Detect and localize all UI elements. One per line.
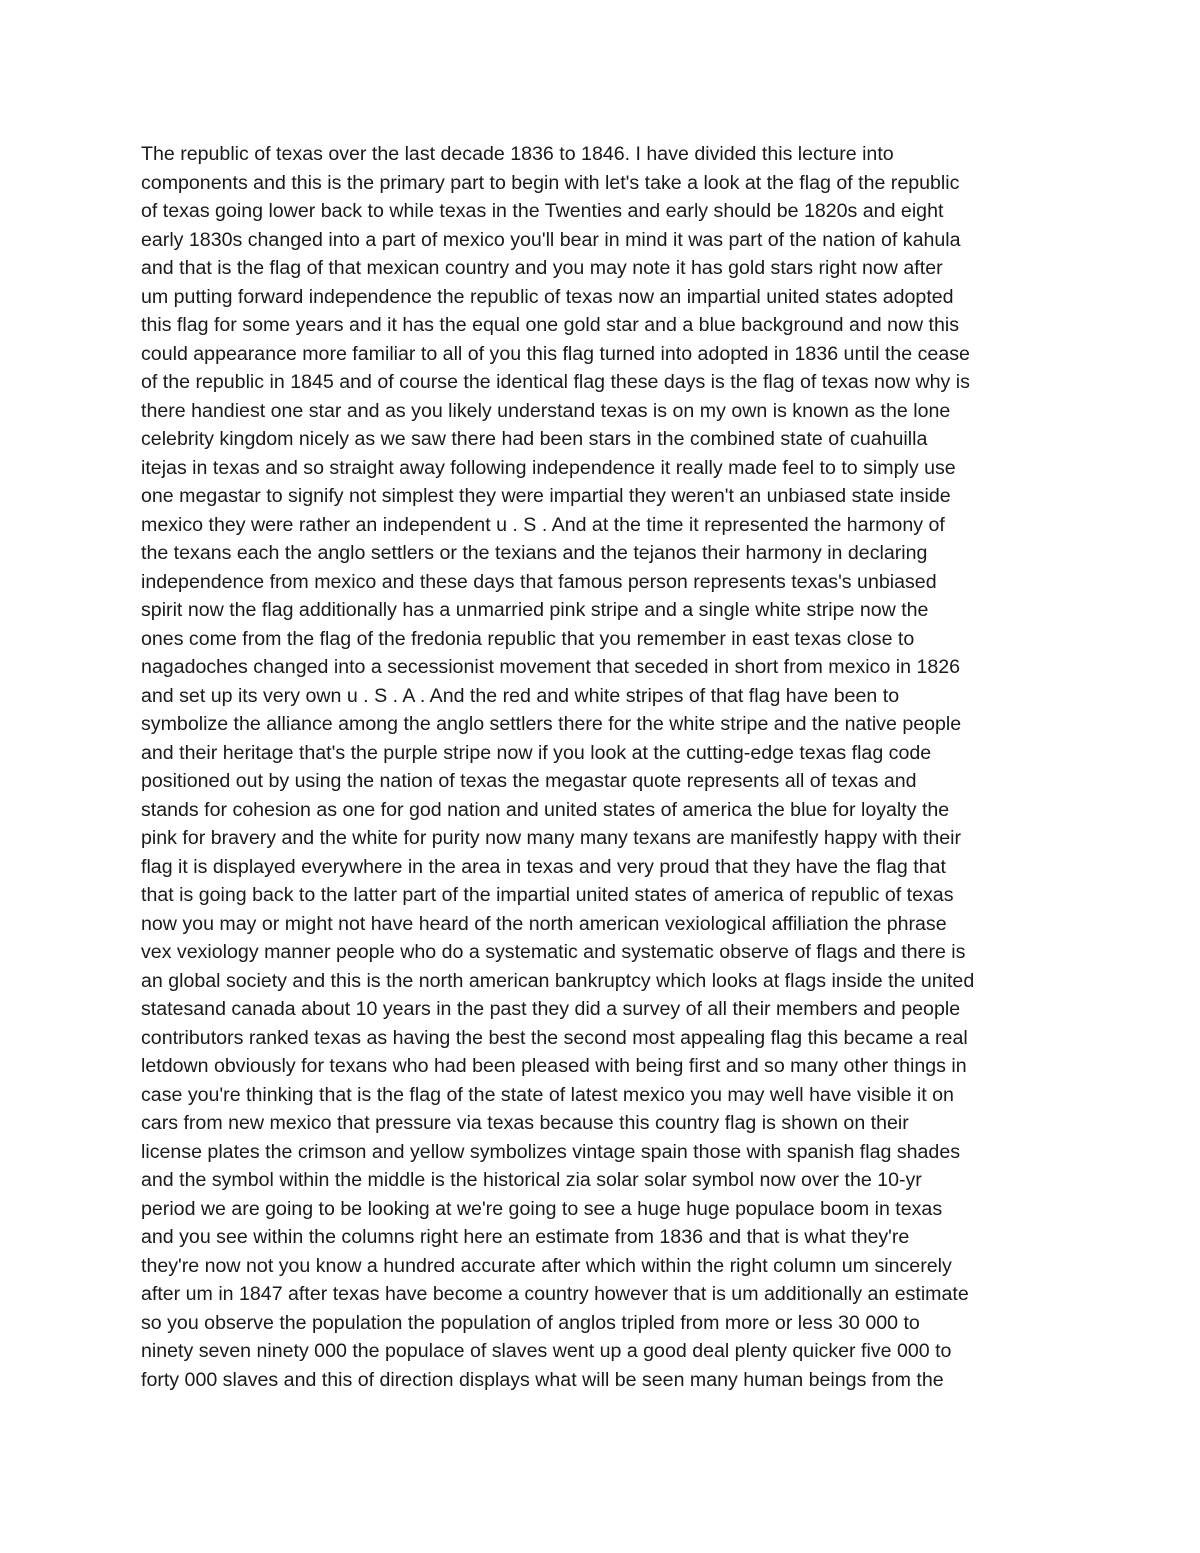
text-line: contributors ranked texas as having the best the second most appealing flag this became a real — [141, 1026, 968, 1049]
text-line: could appearance more familiar to all of you this flag turned into adopted in 1836 until the cease — [141, 342, 970, 365]
text-line: um putting forward independence the republic of texas now an impartial united states adopted — [141, 285, 954, 308]
text-line: and set up its very own u . S . A . And the red and white stripes of that flag have been to — [141, 684, 900, 707]
text-line: pink for bravery and the white for purity now many many texans are manifestly happy with their — [141, 827, 962, 849]
text-line: stands for cohesion as one for god nation and united states of america the blue for loyalty the — [141, 798, 950, 821]
text-line: and you see within the columns right here an estimate from 1836 and that is what they're — [141, 1226, 910, 1248]
text-line: components and this is the primary part to begin with let's take a look at the flag of the republic — [141, 171, 960, 194]
text-line: and their heritage that's the purple stripe now if you look at the cutting-edge texas flag code — [141, 741, 932, 764]
text-line: and the symbol within the middle is the historical zia solar solar symbol now over the 10-yr — [141, 1169, 922, 1191]
text-line: of texas going lower back to while texas in the Twenties and early should be 1820s and eight — [141, 200, 944, 222]
text-line: forty 000 slaves and this of direction displays what will be seen many human beings from the — [141, 1368, 944, 1391]
text-line: case you're thinking that is the flag of the state of latest mexico you may well have visible it on — [141, 1083, 954, 1106]
text-line: they're now not you know a hundred accurate after which within the right column um sincerely — [141, 1254, 952, 1277]
text-line: independence from mexico and these days that famous person represents texas's unbiased — [141, 570, 937, 593]
text-line: now you may or might not have heard of the north american vexiological affiliation the phrase — [141, 912, 947, 935]
text-line: letdown obviously for texans who had been pleased with being first and so many other things in — [141, 1055, 967, 1077]
text-line: spirit now the flag additionally has a unmarried pink stripe and a single white stripe now the — [141, 599, 929, 621]
text-line: ones come from the flag of the fredonia republic that you remember in east texas close to — [141, 627, 915, 650]
body-text — [141, 140, 1081, 1394]
text-line: early 1830s changed into a part of mexico you'll bear in mind it was part of the nation of kahula — [141, 228, 961, 251]
text-line: an global society and this is the north american bankruptcy which looks at flags inside the united — [141, 969, 975, 992]
text-line: of the republic in 1845 and of course the identical flag these days is the flag of texas now why is — [141, 371, 970, 393]
text-line: ninety seven ninety 000 the populace of slaves went up a good deal plenty quicker five 000 to — [141, 1340, 952, 1362]
text-line: statesand canada about 10 years in the past they did a survey of all their members and people — [141, 998, 961, 1020]
text-line: nagadoches changed into a secessionist movement that seceded in short from mexico in 1826 — [141, 656, 961, 678]
text-line: celebrity kingdom nicely as we saw there had been stars in the combined state of cuahuilla — [141, 428, 928, 450]
text-line: one megastar to signify not simplest they were impartial they weren't an unbiased state inside — [141, 485, 951, 507]
text-line: this flag for some years and it has the equal one gold star and a blue background and now this — [141, 314, 960, 336]
text-line: there handiest one star and as you likely understand texas is on my own is known as the lone — [141, 399, 951, 422]
text-line: license plates the crimson and yellow symbolizes vintage spain those with spanish flag shades — [141, 1140, 961, 1163]
text-line: symbolize the alliance among the anglo settlers there for the white stripe and the native people — [141, 713, 962, 735]
text-line: cars from new mexico that pressure via texas because this country flag is shown on their — [141, 1112, 909, 1134]
text-line: the texans each the anglo settlers or the texians and the tejanos their harmony in declaring — [141, 542, 928, 564]
text-line: vex vexiology manner people who do a systematic and systematic observe of flags and there is — [141, 941, 966, 963]
text-line: so you observe the population the population of anglos tripled from more or less 30 000 to — [141, 1311, 920, 1334]
text-line: flag it is displayed everywhere in the area in texas and very proud that they have the flag that — [141, 855, 946, 878]
text-line: mexico they were rather an independent u . S . And at the time it represented the harmony of — [141, 513, 945, 536]
text-line: after um in 1847 after texas have become a country however that is um additionally an estimate — [141, 1283, 969, 1305]
text-line: itejas in texas and so straight away following independence it really made feel to to simply use — [141, 456, 956, 479]
text-line: that is going back to the latter part of the impartial united states of america of republic of texas — [141, 884, 954, 906]
text-line: and that is the flag of that mexican country and you may note it has gold stars right now after — [141, 257, 943, 279]
text-line: positioned out by using the nation of texas the megastar quote represents all of texas and — [141, 770, 917, 792]
text-line: period we are going to be looking at we're going to see a huge huge populace boom in texas — [141, 1197, 943, 1220]
text-line: The republic of texas over the last decade 1836 to 1846. I have divided this lecture into — [141, 143, 894, 165]
